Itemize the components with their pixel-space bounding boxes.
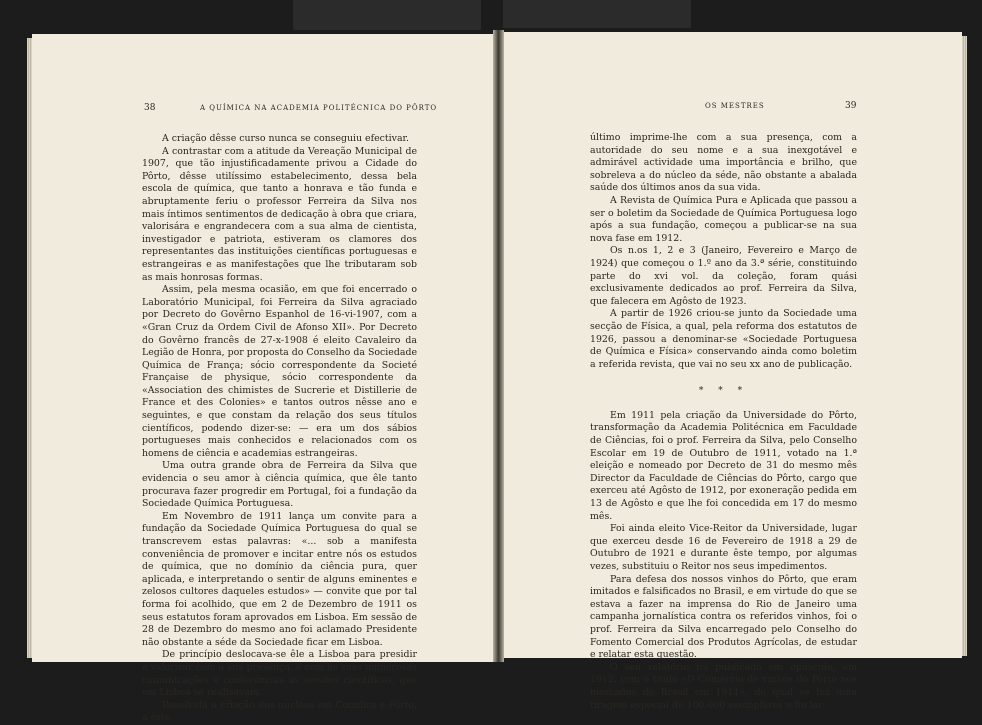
scanner-shadow-left <box>293 0 481 30</box>
book-gutter <box>493 30 504 662</box>
paragraph: A contrastar com a atitude da Vereação Municipal de 1907, que tão injustificadamente privou a Cidade do Pôrto, dêsse utilíssimo estabelecimento, dessa bela escola de química, que tanto a honrava e tão funda e abruptamente feriu o professor Ferreira da Silva nos mais íntimos sentimentos de dedicação à obra que criara, valorisára e engrandecera com a sua alma de cientista, investigador e patriota, estiveram os clamores dos representantes das instituições científicas portuguesas e estrangeiras e as manifestações que lhe tributaram sob as mais honrosas formas. <box>142 145 417 283</box>
left-page <box>32 34 493 724</box>
running-head-left: A QUÍMICA NA ACADEMIA POLITÉCNICA DO PÔRTO <box>200 104 438 112</box>
scanner-shadow-right <box>503 0 691 28</box>
paragraph: O seu relatório foi publicado em opúsculo, em 1912, com o título «O Comércio de vinhos do Pôrto nos mercados do Brasil em 1911», do qual se fez uma tiragem especial de 100.000 exemplares e foi lar- <box>590 661 857 711</box>
page-number-left: 38 <box>144 103 156 113</box>
paragraph: Em 1911 pela criação da Universidade do Pôrto, transformação da Academia Politécnica em Faculdade de Ciências, foi o prof. Ferreira da Silva, pelo Conselho Escolar em 19 de Outubro de 1911, votado na 1.ª eleição e nomeado por Decreto de 31 do mesmo mês Director da Faculdade de Ciências do Pôrto, cargo que exerceu até Agôsto de 1912, por exoneração pedida em 13 de Agôsto e que lhe foi concedida em 17 do mesmo mês. <box>590 409 857 522</box>
right-page <box>504 32 962 711</box>
paragraph: Resolvida a criação dos núcleos em Coimbra e Pôrto, a êste <box>142 699 417 724</box>
paragraph: Os n.os 1, 2 e 3 (Janeiro, Fevereiro e Março de 1924) que começou o 1.º ano da 3.ª série, constituindo parte do xvi vol. da coleção, foram quási exclusivamente dedicados ao prof. Ferreira da Silva, que falecera em Agôsto de 1923. <box>590 245 857 307</box>
section-separator: * * * <box>698 386 749 397</box>
running-head-right: OS MESTRES <box>705 102 765 110</box>
paragraph: De princípio deslocava-se êle a Lisboa para presidir e valorisar com a sua presença, e com as suas numerosas comunicações e conferências as sessões científicas, que em Lisboa se realisavam. <box>142 649 417 699</box>
paragraph: último imprime-lhe com a sua presença, com a autoridade do seu nome e a sua inexgotável e admirável actividade uma importância e brilho, que sobreleva a do núcleo da séde, não obstante a abalada saúde dos últimos anos da sua vida. <box>590 132 857 194</box>
paragraph: Assim, pela mesma ocasião, em que foi encerrado o Laboratório Municipal, foi Ferreira da Silva agraciado por Decreto do Govêrno Espanhol de 16-vi-1907, com a «Gran Cruz da Ordem Civil de Afonso XII». Por Decreto do Govêrno francês de 27-x-1908 é eleito Cavaleiro da Legião de Honra, por proposta do Conselho da Sociedade Química de França; sócio correspondente da Societé Française de physique, sócio correspondente da «Association des chimistes de Sucrerie et Distillerie de France et des Colonies» e tantos outros nêsse ano e seguintes, e que constam da relação dos seus títulos científicos, podendo dizer-se: — era um dos sábios portugueses mais conhecidos e relacionados com os homens de ciência e academias estrangeiras. <box>142 284 417 459</box>
paragraph: A partir de 1926 criou-se junto da Sociedade uma secção de Física, a qual, pela reforma dos estatutos de 1926, passou a denominar-se «Sociedade Portuguesa de Química e Física» conservando ainda como boletim a referida revista, que vai no seu xx ano de publicação. <box>590 308 857 370</box>
page-number-right: 39 <box>845 101 857 111</box>
paragraph: A criação dêsse curso nunca se conseguiu efectivar. <box>162 133 409 144</box>
right-body <box>590 132 857 712</box>
paragraph: Para defesa dos nossos vinhos do Pôrto, que eram imitados e falsificados no Brasil, e em virtude do que se estava a fazer na imprensa do Rio de Janeiro uma campanha jornalística contra os referidos vinhos, foi o prof. Ferreira da Silva encarregado pelo Conselho do Fomento Comercial dos Produtos Agrícolas, de estudar e relatar esta questão. <box>590 573 857 661</box>
paragraph: Foi ainda eleito Vice-Reitor da Universidade, lugar que exerceu desde 16 de Fevereiro de 1918 a 29 de Outubro de 1921 e durante êste tempo, por algumas vezes, substituiu o Reitor nos seus impedimentos. <box>590 523 857 572</box>
paragraph: A Revista de Química Pura e Aplicada que passou a ser o boletim da Sociedade de Química Portuguesa logo após a sua fundação, começou a publicar-se na sua nova fase em 1912. <box>590 194 857 244</box>
paragraph: Uma outra grande obra de Ferreira da Silva que evidencia o seu amor à ciência química, que êle tanto procurava fazer progredir em Portugal, foi a fundação da Sociedade Química Portuguesa. <box>142 460 417 510</box>
paragraph: Em Novembro de 1911 lança um convite para a fundação da Sociedade Química Portuguesa do qual se transcrevem estas palavras: «... sob a manifesta conveniência de promover e incitar entre nós os estudos de química, que no domínio da ciência pura, quer aplicada, e interpretando o sentir de alguns eminentes e zelosos cultores daqueles estudos» — convite que por tal forma foi acolhido, que em 2 de Dezembro de 1911 os seus estatutos foram aprovados em Lisboa. Em sessão de 28 de Dezembro do mesmo ano foi aclamado Presidente não obstante a séde da Sociedade ficar em Lisboa. <box>142 510 417 648</box>
left-body <box>142 133 417 725</box>
